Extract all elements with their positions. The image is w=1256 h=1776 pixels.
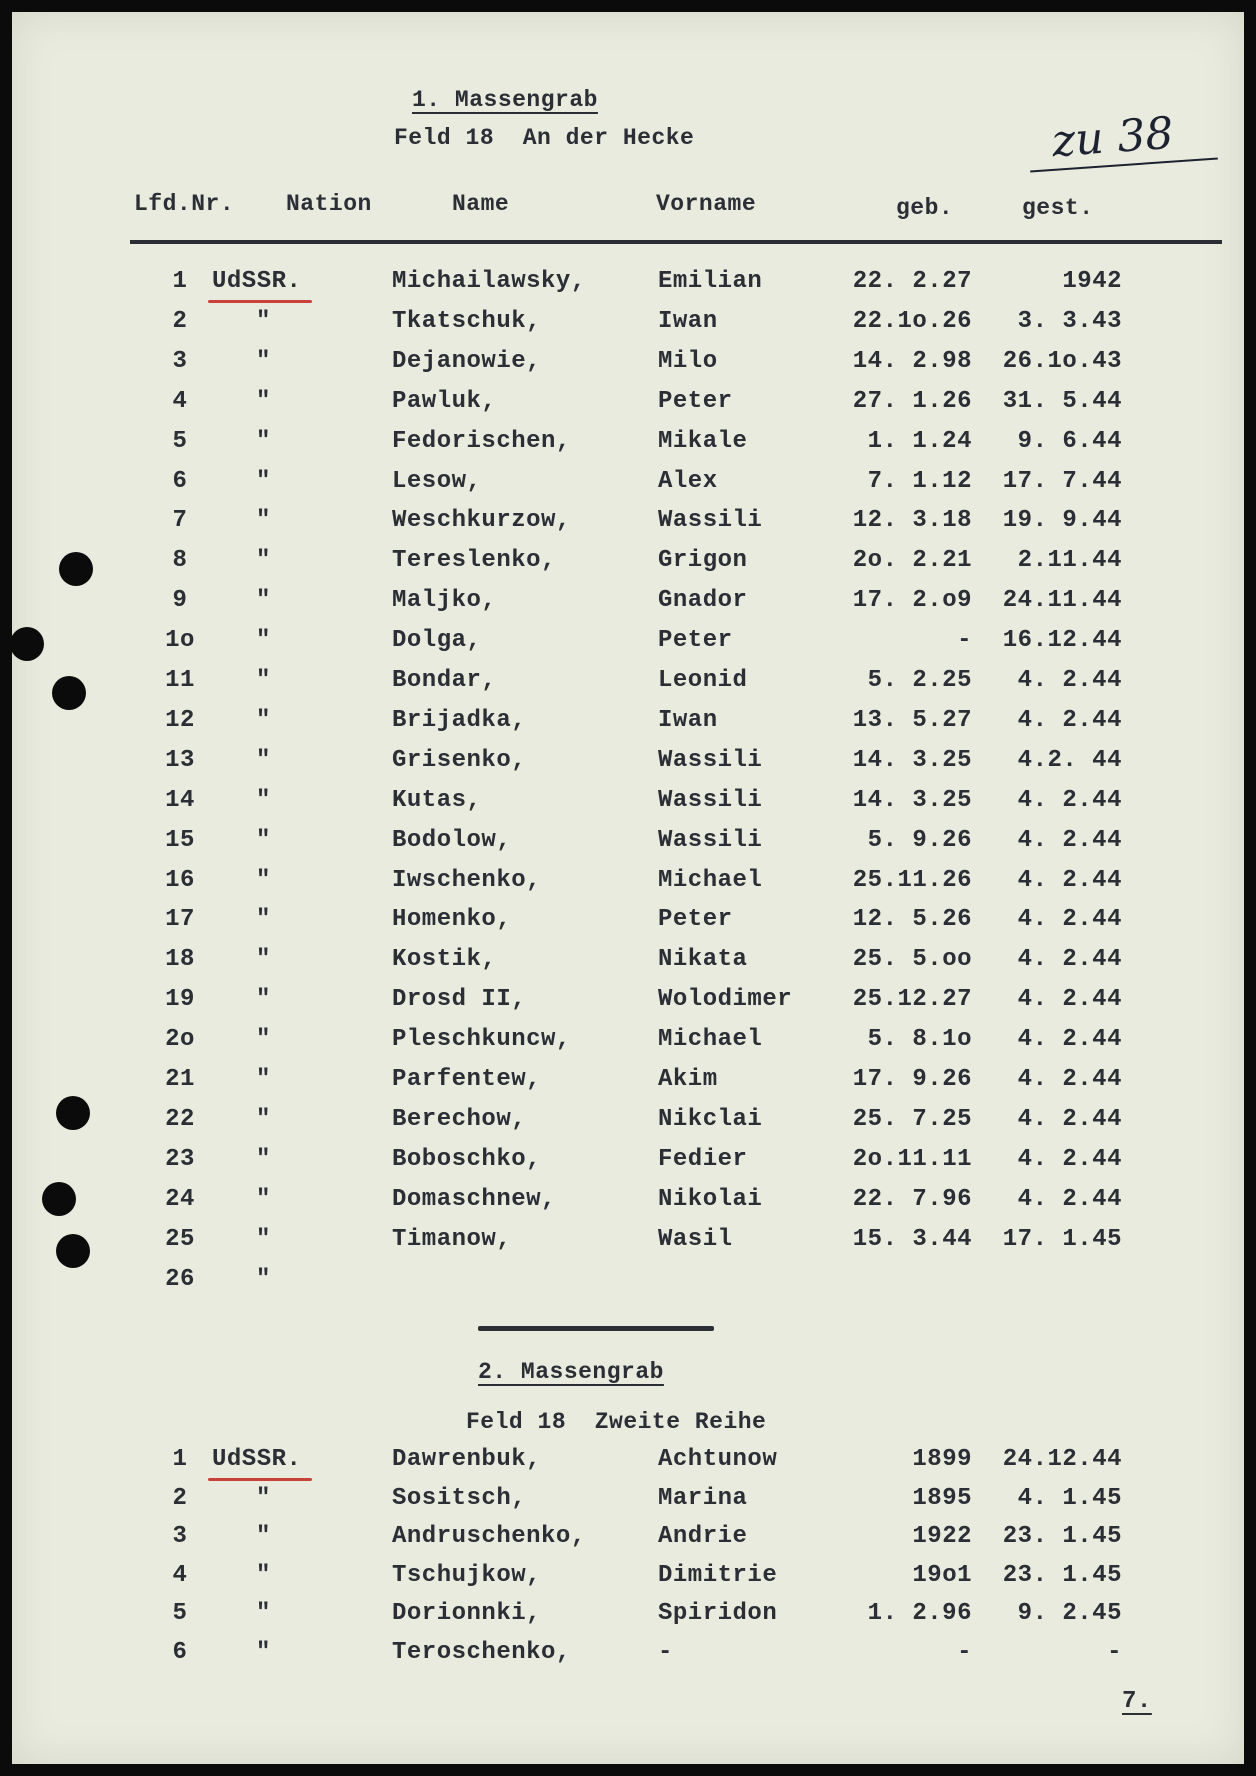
cell-gest: 4. 2.44 bbox=[1017, 1145, 1122, 1173]
cell-nation: " bbox=[256, 1638, 271, 1666]
cell-geb: 27. 1.26 bbox=[852, 387, 972, 415]
cell-vorname: Grigon bbox=[658, 547, 748, 575]
header-name: Name bbox=[452, 191, 510, 217]
cell-gest: 26.1o.43 bbox=[1002, 347, 1122, 375]
punch-hole bbox=[56, 1234, 90, 1268]
cell-name: Andruschenko, bbox=[392, 1523, 586, 1550]
cell-vorname: Dimitrie bbox=[658, 1561, 778, 1589]
cell-gest: 1942 bbox=[1062, 268, 1122, 295]
cell-nr: 13 bbox=[165, 746, 195, 774]
cell-vorname: Gnador bbox=[658, 587, 748, 615]
cell-name: Teroschenko, bbox=[392, 1638, 571, 1666]
cell-name: Parfentew, bbox=[392, 1066, 542, 1093]
cell-geb: 1899 bbox=[912, 1446, 972, 1473]
section1-title: 1. Massengrab bbox=[412, 87, 598, 113]
cell-name: Weschkurzow, bbox=[392, 507, 571, 535]
cell-geb: 19o1 bbox=[912, 1561, 972, 1589]
cell-gest: 4. 2.44 bbox=[1017, 1066, 1122, 1093]
cell-geb: 2o.11.11 bbox=[852, 1145, 972, 1173]
cell-gest: 4. 1.45 bbox=[1017, 1484, 1122, 1512]
cell-nr: 12 bbox=[165, 706, 195, 734]
cell-geb: 5. 8.1o bbox=[867, 1026, 972, 1054]
cell-vorname: Alex bbox=[658, 467, 718, 495]
cell-nr: 19 bbox=[165, 986, 195, 1014]
cell-name: Fedorischen, bbox=[392, 427, 571, 455]
cell-geb: 5. 2.25 bbox=[867, 667, 972, 694]
cell-gest: 9. 2.45 bbox=[1017, 1600, 1122, 1627]
cell-nr: 5 bbox=[172, 1600, 188, 1627]
cell-nr: 25 bbox=[165, 1225, 195, 1253]
cell-nation: " bbox=[256, 587, 271, 615]
cell-gest: 4.2. 44 bbox=[1017, 746, 1122, 774]
cell-geb: 14. 2.98 bbox=[852, 347, 972, 375]
cell-nation: " bbox=[256, 1185, 271, 1213]
header-rule bbox=[130, 240, 1222, 244]
cell-vorname: Akim bbox=[658, 1066, 718, 1093]
cell-vorname: Andrie bbox=[658, 1523, 748, 1550]
cell-gest: 24.11.44 bbox=[1002, 587, 1122, 615]
cell-nation: " bbox=[256, 866, 271, 894]
cell-nation: " bbox=[256, 1066, 271, 1093]
cell-nation: " bbox=[256, 786, 271, 814]
cell-vorname: Wassili bbox=[658, 826, 763, 854]
cell-geb: - bbox=[957, 627, 972, 655]
cell-geb: 2o. 2.21 bbox=[852, 547, 972, 575]
punch-hole bbox=[42, 1182, 76, 1216]
cell-gest: 4. 2.44 bbox=[1017, 1105, 1122, 1133]
cell-name: Bondar, bbox=[392, 667, 497, 694]
cell-vorname: Nikata bbox=[658, 946, 748, 974]
cell-nation: " bbox=[256, 746, 271, 774]
handwritten-reference: zu 38 bbox=[1050, 107, 1176, 168]
cell-gest: 4. 2.44 bbox=[1017, 946, 1122, 974]
cell-gest: 4. 2.44 bbox=[1017, 706, 1122, 734]
cell-name: Dorionnki, bbox=[392, 1600, 542, 1627]
cell-name: Dolga, bbox=[392, 627, 482, 655]
cell-name: Dawrenbuk, bbox=[392, 1446, 542, 1473]
document-page bbox=[12, 12, 1244, 1764]
cell-name: Tereslenko, bbox=[392, 547, 556, 575]
cell-gest: 4. 2.44 bbox=[1017, 1026, 1122, 1054]
cell-geb: 7. 1.12 bbox=[867, 467, 972, 495]
header-nation: Nation bbox=[286, 191, 372, 217]
cell-nr: 6 bbox=[172, 1638, 188, 1666]
red-underline bbox=[208, 300, 312, 303]
cell-nation: " bbox=[256, 1225, 271, 1253]
cell-nr: 1 bbox=[172, 1446, 188, 1473]
cell-geb: 1922 bbox=[912, 1523, 972, 1550]
cell-nr: 16 bbox=[165, 866, 195, 894]
cell-geb: 22. 2.27 bbox=[852, 268, 972, 295]
cell-vorname: Wassili bbox=[658, 746, 763, 774]
cell-nr: 1 bbox=[172, 268, 188, 295]
cell-gest: 4. 2.44 bbox=[1017, 1185, 1122, 1213]
cell-vorname: Nikclai bbox=[658, 1105, 763, 1133]
cell-gest: 4. 2.44 bbox=[1017, 667, 1122, 694]
cell-geb: 22. 7.96 bbox=[852, 1185, 972, 1213]
cell-vorname: Nikolai bbox=[658, 1185, 763, 1213]
cell-name: Sositsch, bbox=[392, 1484, 527, 1512]
cell-nation: " bbox=[256, 1600, 271, 1627]
red-underline bbox=[208, 1478, 312, 1481]
section2-subtitle: Feld 18 Zweite Reihe bbox=[466, 1409, 767, 1435]
cell-vorname: Wasil bbox=[658, 1225, 733, 1253]
cell-name: Grisenko, bbox=[392, 746, 527, 774]
cell-vorname: Fedier bbox=[658, 1145, 748, 1173]
section-separator bbox=[478, 1326, 714, 1331]
cell-vorname: Wassili bbox=[658, 507, 763, 535]
cell-vorname: - bbox=[658, 1638, 673, 1666]
cell-nation: " bbox=[256, 307, 271, 335]
cell-nr: 2 bbox=[172, 1484, 188, 1512]
punch-hole bbox=[10, 627, 44, 661]
cell-nation: UdSSR. bbox=[212, 268, 302, 295]
cell-name: Domaschnew, bbox=[392, 1185, 556, 1213]
cell-geb: 17. 2.o9 bbox=[852, 587, 972, 615]
cell-nation: " bbox=[256, 826, 271, 854]
cell-vorname: Spiridon bbox=[658, 1600, 778, 1627]
cell-gest: 31. 5.44 bbox=[1002, 387, 1122, 415]
cell-gest: 4. 2.44 bbox=[1017, 786, 1122, 814]
cell-name: Kutas, bbox=[392, 786, 482, 814]
cell-name: Boboschko, bbox=[392, 1145, 542, 1173]
cell-geb: 17. 9.26 bbox=[852, 1066, 972, 1093]
cell-nation: " bbox=[256, 1561, 271, 1589]
section1-subtitle: Feld 18 An der Hecke bbox=[394, 125, 695, 151]
cell-name: Tschujkow, bbox=[392, 1561, 542, 1589]
cell-gest: 17. 7.44 bbox=[1002, 467, 1122, 495]
cell-nr: 1o bbox=[165, 627, 195, 655]
cell-vorname: Iwan bbox=[658, 307, 718, 335]
cell-nation: " bbox=[256, 1145, 271, 1173]
cell-vorname: Peter bbox=[658, 387, 733, 415]
cell-nr: 7 bbox=[172, 507, 188, 535]
section2-title: 2. Massengrab bbox=[478, 1359, 664, 1385]
cell-name: Homenko, bbox=[392, 906, 512, 934]
cell-vorname: Wassili bbox=[658, 786, 763, 814]
cell-nation: " bbox=[256, 986, 271, 1014]
cell-vorname: Marina bbox=[658, 1484, 748, 1512]
cell-gest: 2.11.44 bbox=[1017, 547, 1122, 575]
cell-gest: 4. 2.44 bbox=[1017, 826, 1122, 854]
cell-nation: " bbox=[256, 1265, 271, 1293]
cell-name: Maljko, bbox=[392, 587, 497, 615]
cell-nr: 11 bbox=[165, 667, 195, 694]
cell-nation: " bbox=[256, 667, 271, 694]
cell-gest: 4. 2.44 bbox=[1017, 866, 1122, 894]
header-nr: Lfd.Nr. bbox=[134, 191, 235, 217]
cell-name: Berechow, bbox=[392, 1105, 527, 1133]
cell-geb: 13. 5.27 bbox=[852, 706, 972, 734]
cell-name: Dejanowie, bbox=[392, 347, 542, 375]
cell-nr: 4 bbox=[172, 1561, 188, 1589]
cell-nation: " bbox=[256, 706, 271, 734]
cell-nation: " bbox=[256, 906, 271, 934]
cell-geb: 5. 9.26 bbox=[867, 826, 972, 854]
cell-geb: 15. 3.44 bbox=[852, 1225, 972, 1253]
cell-nr: 17 bbox=[165, 906, 195, 934]
cell-vorname: Mikale bbox=[658, 427, 748, 455]
cell-name: Timanow, bbox=[392, 1225, 512, 1253]
cell-nation: " bbox=[256, 1026, 271, 1054]
cell-name: Pleschkuncw, bbox=[392, 1026, 571, 1054]
cell-vorname: Achtunow bbox=[658, 1446, 778, 1473]
cell-nation: " bbox=[256, 467, 271, 495]
cell-nation: " bbox=[256, 347, 271, 375]
cell-nr: 2o bbox=[165, 1026, 195, 1054]
cell-geb: - bbox=[957, 1638, 972, 1666]
cell-gest: 17. 1.45 bbox=[1002, 1225, 1122, 1253]
cell-vorname: Peter bbox=[658, 906, 733, 934]
punch-hole bbox=[56, 1096, 90, 1130]
cell-name: Brijadka, bbox=[392, 706, 527, 734]
cell-vorname: Milo bbox=[658, 347, 718, 375]
cell-nation: " bbox=[256, 387, 271, 415]
cell-gest: 3. 3.43 bbox=[1017, 307, 1122, 335]
cell-vorname: Michael bbox=[658, 866, 763, 894]
cell-geb: 12. 3.18 bbox=[852, 507, 972, 535]
cell-gest: 9. 6.44 bbox=[1017, 427, 1122, 455]
cell-nr: 24 bbox=[165, 1185, 195, 1213]
cell-geb: 12. 5.26 bbox=[852, 906, 972, 934]
cell-geb: 25. 7.25 bbox=[852, 1105, 972, 1133]
cell-nation: " bbox=[256, 507, 271, 535]
cell-vorname: Iwan bbox=[658, 706, 718, 734]
cell-nr: 2 bbox=[172, 307, 188, 335]
punch-hole bbox=[52, 676, 86, 710]
cell-vorname: Leonid bbox=[658, 667, 748, 694]
cell-gest: 23. 1.45 bbox=[1002, 1561, 1122, 1589]
cell-nr: 3 bbox=[172, 1523, 188, 1550]
cell-name: Tkatschuk, bbox=[392, 307, 542, 335]
cell-nr: 3 bbox=[172, 347, 188, 375]
cell-geb: 1895 bbox=[912, 1484, 972, 1512]
cell-name: Kostik, bbox=[392, 946, 497, 974]
cell-nation: " bbox=[256, 427, 271, 455]
cell-name: Michailawsky, bbox=[392, 268, 586, 295]
cell-nr: 21 bbox=[165, 1066, 195, 1093]
cell-nr: 6 bbox=[172, 467, 188, 495]
cell-vorname: Michael bbox=[658, 1026, 763, 1054]
cell-gest: 24.12.44 bbox=[1002, 1446, 1122, 1473]
cell-geb: 25. 5.oo bbox=[852, 946, 972, 974]
header-gest: gest. bbox=[1022, 195, 1094, 221]
cell-nation: " bbox=[256, 547, 271, 575]
cell-nation: " bbox=[256, 627, 271, 655]
cell-nr: 4 bbox=[172, 387, 188, 415]
cell-gest: 23. 1.45 bbox=[1002, 1523, 1122, 1550]
cell-gest: 4. 2.44 bbox=[1017, 906, 1122, 934]
cell-geb: 1. 2.96 bbox=[867, 1600, 972, 1627]
cell-geb: 25.11.26 bbox=[852, 866, 972, 894]
cell-nr: 18 bbox=[165, 946, 195, 974]
cell-gest: 4. 2.44 bbox=[1017, 986, 1122, 1014]
cell-nation: " bbox=[256, 1105, 271, 1133]
cell-vorname: Emilian bbox=[658, 268, 763, 295]
cell-nation: " bbox=[256, 1484, 271, 1512]
cell-geb: 14. 3.25 bbox=[852, 746, 972, 774]
cell-nation: " bbox=[256, 946, 271, 974]
cell-nr: 23 bbox=[165, 1145, 195, 1173]
cell-nr: 22 bbox=[165, 1105, 195, 1133]
cell-nr: 5 bbox=[172, 427, 188, 455]
cell-nr: 8 bbox=[172, 547, 188, 575]
cell-geb: 25.12.27 bbox=[852, 986, 972, 1014]
page-number: 7. bbox=[1122, 1688, 1152, 1715]
cell-geb: 1. 1.24 bbox=[867, 427, 972, 455]
cell-name: Bodolow, bbox=[392, 826, 512, 854]
cell-nation: " bbox=[256, 1523, 271, 1550]
cell-gest: - bbox=[1107, 1638, 1122, 1666]
header-geb: geb. bbox=[896, 195, 954, 221]
header-vorname: Vorname bbox=[656, 191, 757, 217]
cell-gest: 16.12.44 bbox=[1002, 627, 1122, 655]
cell-name: Lesow, bbox=[392, 467, 482, 495]
cell-nr: 15 bbox=[165, 826, 195, 854]
punch-hole bbox=[59, 552, 93, 586]
cell-nr: 26 bbox=[165, 1265, 195, 1293]
cell-gest: 19. 9.44 bbox=[1002, 507, 1122, 535]
cell-geb: 22.1o.26 bbox=[852, 307, 972, 335]
cell-geb: 14. 3.25 bbox=[852, 786, 972, 814]
cell-vorname: Peter bbox=[658, 627, 733, 655]
cell-nation: UdSSR. bbox=[212, 1446, 302, 1473]
cell-nr: 9 bbox=[172, 587, 188, 615]
cell-name: Pawluk, bbox=[392, 387, 497, 415]
cell-name: Drosd II, bbox=[392, 986, 527, 1014]
cell-name: Iwschenko, bbox=[392, 866, 542, 894]
cell-nr: 14 bbox=[165, 786, 195, 814]
cell-vorname: Wolodimer bbox=[658, 986, 793, 1014]
